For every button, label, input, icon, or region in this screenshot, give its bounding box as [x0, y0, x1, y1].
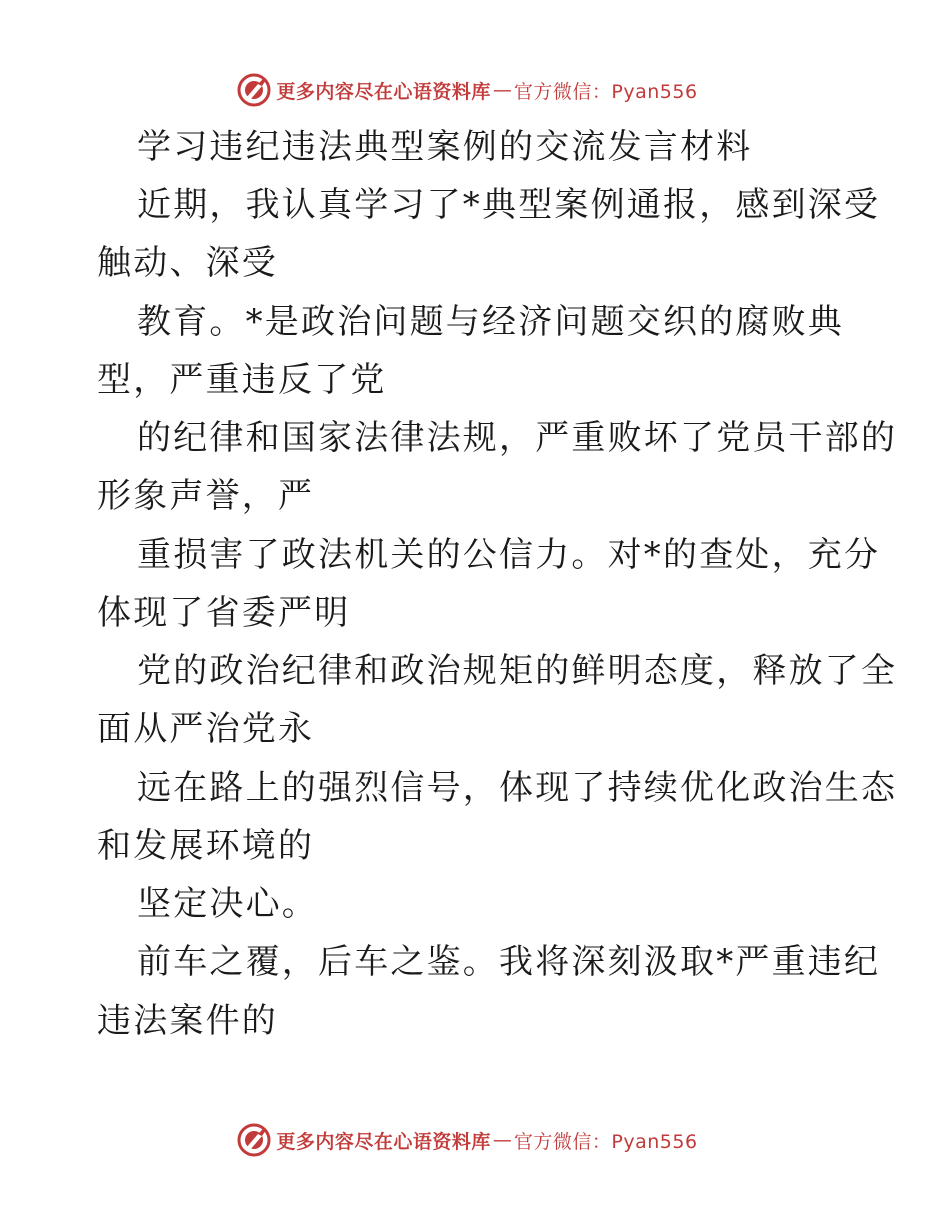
- paragraph-line: 的纪律和国家法律法规，严重败坏了党员干部的: [137, 418, 898, 458]
- paragraph-line: 远在路上的强烈信号，体现了持续优化政治生态: [137, 768, 898, 808]
- footer-banner: [0, 1120, 950, 1160]
- header-banner-inner: [236, 72, 697, 108]
- brand-logo-icon: [236, 1122, 272, 1158]
- paragraph-line: 违法案件的: [97, 1001, 278, 1041]
- banner-dash: —: [492, 79, 512, 101]
- paragraph-line: 和发展环境的: [97, 826, 315, 866]
- paragraph-line: 坚定决心。: [137, 884, 318, 924]
- banner-wechat-text: 官方微信：Pyan556: [513, 80, 698, 103]
- footer-banner-inner: [236, 1122, 697, 1158]
- paragraph-line: 触动、深受: [97, 243, 278, 283]
- banner-main-text: 更多内容尽在心语资料库: [276, 80, 491, 103]
- brand-logo-icon: [236, 72, 272, 108]
- banner-wechat-text: 官方微信：Pyan556: [513, 1130, 698, 1153]
- paragraph-line: 形象声誉，严: [97, 476, 315, 516]
- paragraph-line: 体现了省委严明: [97, 593, 351, 633]
- paragraph-line: 面从严治党永: [97, 709, 315, 749]
- paragraph-line: 近期，我认真学习了*典型案例通报，感到深受: [137, 185, 881, 225]
- document-title: 学习违纪违法典型案例的交流发言材料: [137, 127, 753, 167]
- banner-main-text: 更多内容尽在心语资料库: [276, 1130, 491, 1153]
- paragraph-line: 党的政治纪律和政治规矩的鲜明态度，释放了全: [137, 651, 898, 691]
- paragraph-line: 重损害了政法机关的公信力。对*的查处，充分: [137, 535, 881, 575]
- paragraph-line: 前车之覆，后车之鉴。我将深刻汲取*严重违纪: [137, 942, 881, 982]
- header-banner: [0, 70, 950, 110]
- paragraph-line: 教育。*是政治问题与经济问题交织的腐败典: [137, 302, 844, 342]
- paragraph-line: 型，严重违反了党: [97, 360, 387, 400]
- banner-dash: —: [492, 1129, 512, 1151]
